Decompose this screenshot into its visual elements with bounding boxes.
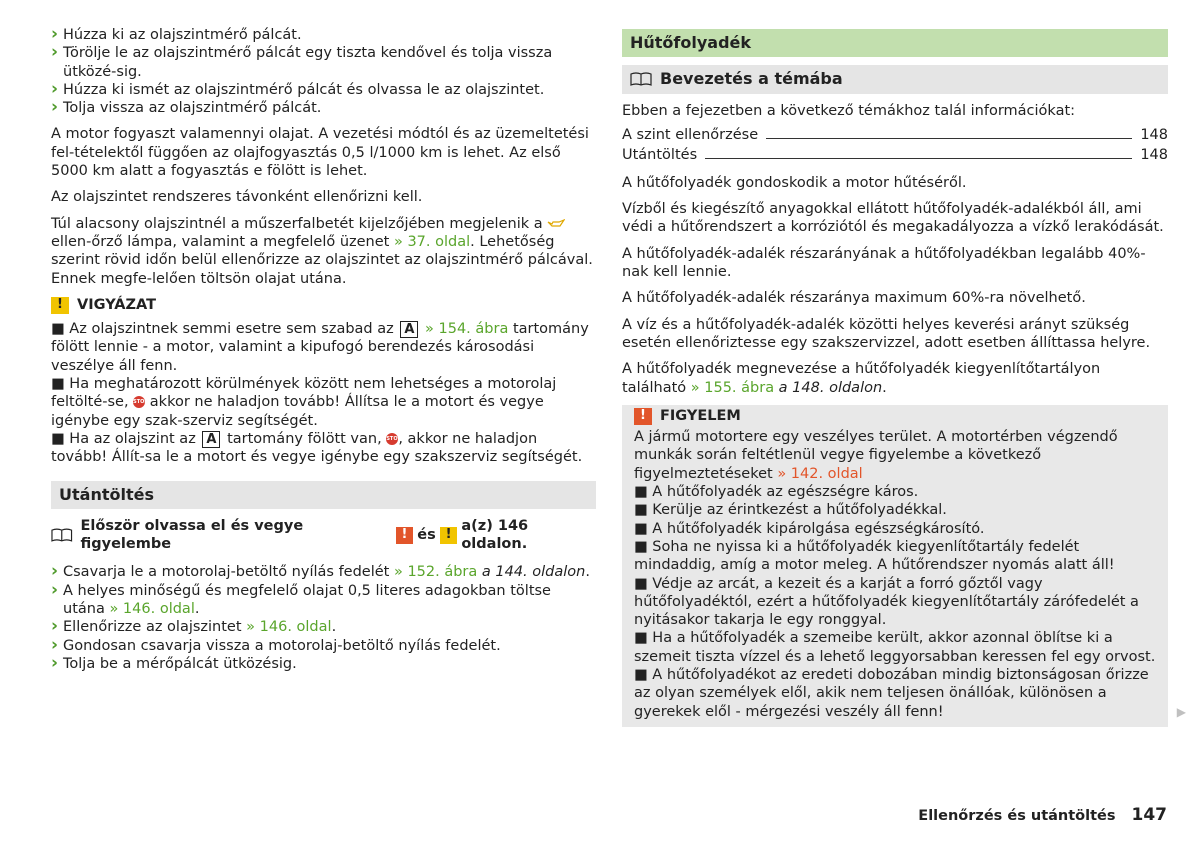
page-link[interactable]: » 37. oldal [393,233,471,250]
text-span: Gondosan csavarja vissza a motorolaj-betöltő nyílás fedelét. [63,637,501,654]
section-heading-refill: Utántöltés [51,481,596,509]
body-paragraph: A hűtőfolyadék-adalék részaránya maximum 60%-ra növelhető. [622,290,1086,307]
chapter-heading: Hűtőfolyadék [622,29,1168,57]
caution-item: ■ Kerülje az érintkezést a hűtőfolyadékkal. [634,502,947,519]
text-span: ■ Ha meghatározott körülmények között nem lehetséges a motorolaj feltölté-se, [51,376,557,411]
oil-can-icon [547,219,565,229]
step-item: › Törölje le az olajszintmérő pálcát egy tiszta kendővel és tolja vissza ütközé-sig. [51,44,596,81]
stop-icon: STOP [386,433,398,445]
text-span: A hűtőfolyadék megnevezése a hűtőfolyadék kiegyenlítőtartályon található [622,361,1101,396]
warning-body [51,320,596,466]
text-span: Tolja be a mérőpálcát ütközésig. [63,655,297,672]
area-a-label: A [202,431,220,448]
text-span: . [194,601,200,618]
steps-refill [51,563,596,673]
text-span: . [882,379,887,396]
warning-title: VIGYÁZAT [77,296,157,313]
body-paragraph: Vízből és kiegészítő anyagokkal ellátott hűtőfolyadék-adalékból áll, ami védi a hűtőrendszert a korróziótól és megakadályozza a vízkő lerakódását. [622,201,1164,236]
text-span: Csavarja le a motorolaj-betöltő nyílás fedelét [63,564,394,581]
intro-text: Ebben a fejezetben a következő témákhoz talál információkat: [622,102,1076,119]
text-span: ■ Ha az olajszint az [51,430,196,447]
warning-icon: ! [396,527,414,544]
caution-item: ■ Soha ne nyissa ki a hűtőfolyadék kiegyenlítőtartály fedelét mindaddig, amíg a motor meleg. A hűtőrendszer nyomás alatt áll! [634,538,1115,574]
page-ref: a 148. oldalon [774,379,883,396]
toc-leader [766,138,1132,139]
figure-link[interactable]: » 155. ábra [690,379,775,396]
step-item: › Húzza ki az olajszintmérő pálcát. [51,26,596,44]
text-span: tartomány fölött lennie - a motor, valamint a kipufogó berendezés károsodási veszélye áll fenn. [51,321,589,374]
body-paragraph [622,360,1168,397]
low-oil-paragraph [51,215,596,288]
body-paragraph: A víz és a hűtőfolyadék-adalék közötti helyes keverési arányt szükség esetén ellenőriztesse egy szakszervizzel, adott esetben állíttassa helyre. [622,316,1151,351]
toc-row[interactable] [622,124,1168,144]
page-ref: a 144. oldalon [477,564,586,581]
text-span: ■ Az olajszintnek semmi esetre sem szabad az [51,321,394,338]
page-footer [918,806,1167,825]
text-span: Először olvassa el és vegye figyelembe [80,517,304,553]
toc-row[interactable] [622,144,1168,164]
stop-icon: STOP [133,396,145,408]
caution-item: ■ A hűtőfolyadék kipárolgása egészségkárosító. [634,520,985,537]
page-number: 147 [1131,805,1167,825]
text-span: tartomány fölött van, [227,430,382,447]
caution-item: ■ Ha a hűtőfolyadék a szemeibe került, akkor azonnal öblítse ki a szemeit tiszta vízzel és a lehető leggyorsabban keressen fel egy orvost. [634,630,1156,665]
toc-label: A szint ellenőrzése [622,126,759,143]
warning-heading [51,296,596,314]
text-span: akkor ne haladjon tovább! Állítsa le a motort és vegye igénybe egy szak-szerviz segítségét. [51,394,544,429]
toc-page: 148 [1140,146,1168,163]
body-paragraph: A hűtőfolyadék-adalék részarányának a hűtőfolyadékban legalább 40%-nak kell lennie. [622,245,1146,281]
warning-item [51,430,596,467]
warning-icon: ! [51,297,69,314]
toc-leader [705,158,1132,159]
text-span: a(z) 146 oldalon. [461,517,529,553]
step-item: › Húzza ki ismét az olajszintmérő pálcát és olvassa le az olajszintet. [51,81,596,99]
caution-title: FIGYELEM [660,407,741,424]
warning-item [51,320,596,375]
continue-arrow-icon: ▶ [1176,704,1186,719]
caution-item: ■ A hűtőfolyadék az egészségre káros. [634,484,919,501]
text-span: A jármű motortere egy veszélyes terület. A motortérben végzendő munkák során feltétlenül vegye figyelembe a következő figyelmeztetéseket [634,429,1118,482]
oil-consumption-paragraph: A motor fogyaszt valamennyi olajat. A vezetési módtól és az üzemeltetési fel-tételektől függően az olajfogyasztás 0,5 l/1000 km is lehet. Az első 5000 km alatt a fogyasztás e fölött is lehet. [51,126,589,180]
step-item [51,618,596,636]
page-link[interactable]: » 146. oldal [109,601,195,618]
page-link[interactable]: » 142. oldal [777,465,863,482]
warning-item [51,375,596,430]
area-a-label: A [400,321,418,338]
step-item [51,655,596,673]
caution-item: ■ Védje az arcát, a kezeit és a karját a forró gőztől vagy hűtőfolyadéktól, ezért a hűtőfolyadék kiegyenlítőtartály zárófedelét a nyitásakor takarja le egy ronggyal. [634,575,1139,629]
page-link[interactable]: » 152. ábra [393,564,478,581]
step-item [51,582,596,619]
figure-link[interactable]: » 154. ábra [425,321,509,338]
text-span: . Lehetőség szerint rövid időn belül ellenőrizze az olajszintet az olajszintmérő pálcával. Ennek megfe-lelően töltsön olajat utána. [51,233,593,287]
body-paragraph: A hűtőfolyadék gondoskodik a motor hűtéséről. [622,174,967,191]
step-item [51,563,596,581]
text-span: Ellenőrizze az olajszintet [63,619,247,636]
intro-title: Bevezetés a témába [660,69,843,89]
toc-page: 148 [1140,126,1168,143]
oil-check-paragraph: Az olajszintet rendszeres távonként ellenőrizni kell. [51,189,423,206]
caution-intro [634,428,1156,483]
read-first-note [51,517,596,554]
text-span: ellen-őrző lámpa, valamint a megfelelő üzenet [51,233,390,250]
book-icon [51,528,73,542]
toc-label: Utántöltés [622,146,698,163]
steps-top [51,26,596,117]
book-icon [630,72,652,86]
text-span: A helyes minőségű és megfelelő olajat 0,5 literes adagokban töltse utána [63,582,551,618]
caution-heading [634,407,1156,425]
step-item [51,637,596,655]
text-span: Túl alacsony olajszintnél a műszerfalbetét kijelzőjében megjelenik a [51,215,543,232]
right-column [622,29,1186,727]
page-link[interactable]: » 146. oldal [246,619,332,636]
warning-icon: ! [440,527,458,544]
text-span: és [417,526,436,543]
caution-box [622,405,1186,727]
footer-chapter: Ellenőrzés és utántöltés [918,808,1116,824]
text-span: . [331,619,337,636]
intro-heading [622,65,1168,93]
text-span: , akkor ne haladjon tovább! Állít-sa le a motort és vegye igénybe egy szakszerviz segítségét. [51,430,583,466]
caution-item: ■ A hűtőfolyadékot az eredeti dobozában mindig biztonságosan őrizze az olyan személyek elől, akik nem teljesen önállóak, különösen a gyerekek elől - mérgezési veszély áll fenn! [634,667,1149,720]
left-column [51,26,596,673]
step-item: › Tolja vissza az olajszintmérő pálcát. [51,99,596,117]
warning-icon: ! [634,408,652,425]
toc [622,124,1168,164]
text-span: . [585,564,590,581]
